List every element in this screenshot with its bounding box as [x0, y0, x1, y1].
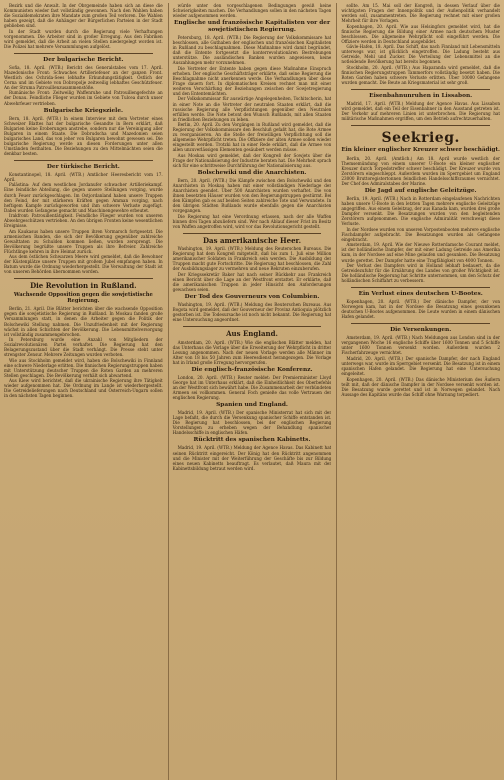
article-heading: Ein kleiner englischer Kreuzer schwer beschädigt.	[341, 147, 500, 154]
article-paragraph: Stockholm, 20. April. (WTB.) Aus Haparanda wird gemeldet, daß die finnischen Regierungstruppen Tammerfors vollständig besetzt haben. Die Roten Garden haben schwere Verluste erlitten. Über 10000 Gefangene wurden gemacht. Die Beute an Kriegsmaterial ist sehr groß.	[341, 64, 501, 85]
section-divider	[183, 326, 322, 327]
article-paragraph: Rumänische Front: Zeitweilig Waffenruhe und Patrouillengefechte an der Donau. Feindliche Flieger wurden im Gebiete von Tulcea durch unser Abwehrfeuer vertrieben.	[4, 90, 163, 106]
article-heading: Spanien und England.	[216, 402, 288, 409]
article-paragraph: Der Kriegssekretär Baker hat nach seiner Rückkehr aus Frankreich einen Bericht über die Lage an der Westfront erstattet. Er erklärte, daß die amerikanischen Truppen in jeder Hinsicht den Anforderungen gewachsen seien.	[172, 271, 332, 293]
article-paragraph: Aus dem östlichen Schwarzen Meere wird gemeldet, daß die Bewohner der Küstenplätze unsere Truppen mit großem Jubel empfangen haben. In Batum wurde die Ordnung wiederhergestellt. Die Verwaltung der Stadt ist von unseren Behörden übernommen worden.	[4, 254, 163, 275]
article-paragraph: Bezirk und die Anwalt. In der Öbrgemeinde haben sich an diese die Kommunisten wieder fast vollständig gewonnen. Nach den Wahlen haben die Sozialdemokraten ihre Mandate zum großen Teil verloren. Die Wahlen haben gezeigt, daß die Anhänger der Bürgerlichen Parteien in der Stadt geblieben sind.	[4, 3, 163, 29]
section-divider	[14, 53, 153, 54]
column-2	[168, 3, 332, 780]
article-paragraph: Amsterdam, 19. April. (WTB.) Nach Meldungen aus London sind in der vergangenen Woche 16 englische Schiffe über 1600 Tonnen und 5 Schiffe unter 1600 Tonnen versenkt worden. Außerdem wurden 2 Fischerfahrzeuge vernichtet.	[341, 335, 501, 356]
article-heading: Wachsende Opposition gegen die sowjetistische Regierung.	[13, 291, 153, 305]
article-paragraph: Aus Kiew wird berichtet, daß die ukrainische Regierung ihre Tätigkeit wieder aufgenommen hat. Die Ordnung im Lande ist wiederhergestellt. Die Getreidelieferungen nach Deutschland und Österreich-Ungarn sollen in den nächsten Tagen beginnen.	[4, 378, 163, 399]
article-heading: Rücktritt des spanischen Kabinetts.	[193, 437, 311, 444]
article-paragraph: Kopenhagen, 20. April. (WTB.) Der dänische Dampfer, der von Norwegen kam, hat in der Nordsee die Besatzung eines gesunkenen deutschen U-Bootes aufgenommen. Die Leute wurden in einem dänischen Hafen gelandet.	[341, 299, 501, 320]
article-paragraph: Madrid, 17. April. (WTB.) Meldung der Agence Havas. Aus Lissabon wird gemeldet, daß ein Teil der Eisenbahner in den Ausstand getreten ist. Der Verkehr auf mehreren Linien ist unterbrochen. Die Regierung hat militärische Maßnahmen ergriffen, um den Betrieb aufrechtzuerhalten.	[341, 100, 501, 122]
article-heading: Die Jagd auf englische Geleitzüge.	[364, 188, 477, 195]
article-paragraph: Die Regierung hat eine Verordnung erlassen, nach der alle Waffen binnen drei Tagen abzuliefern sind. Wer nach Ablauf dieser Frist im Besitz von Waffen angetroffen wird, wird vor das Revolutionsgericht gestellt.	[172, 213, 332, 229]
article-paragraph: Berlin, 20. April. Zu den Vorgängen in Rußland wird gemeldet, daß die Regierung der Volkskommissare den Beschluß gefaßt hat, die Rote Armee zu reorganisieren. An die Stelle der freiwilligen Verpflichtung soll die allgemeine Wehrpflicht treten. Die Offiziere der alten Armee sollen wieder eingestellt werden. Trotzki hat in einer Rede erklärt, daß die Armee von allen unzuverlässigen Elementen gesäubert werden müsse.	[172, 122, 332, 153]
section-divider	[351, 89, 490, 90]
article-paragraph: Irakfront: Patrouillentätigkeit. Feindliche Flieger wurden von unseren Abwehrgeschützen vertrieben. An den übrigen Fronten keine wesentlichen Ereignisse.	[4, 213, 163, 229]
article-heading: Die englisch-französische Konferenz.	[191, 367, 313, 374]
article-paragraph: Gävle-Hafen, 18. April. Das Schiff, das nach Finnland mit Lebensmitteln unterwegs war, ist glücklich eingetroffen. Die Ladung besteht aus Getreide, Mehl und Zucker. Die Verteilung der Lebensmittel an die notleidende Bevölkerung hat bereits begonnen.	[341, 44, 501, 65]
article-paragraph: Wie aus Stockholm gemeldet wird, haben die Bolschewiki in Finnland eine schwere Niederlage erlitten. Die finnischen Regierungstruppen haben mit Unterstützung deutscher Truppen die Roten Garden an mehreren Stellen geschlagen. Die Bevölkerung verhält sich abwartend.	[4, 357, 163, 378]
article-paragraph: würde unter den vorgeschlagenen Bedingungen gewiß keine Schwierigkeiten machen. Die Verhandlungen sollen in den nächsten Tagen wieder aufgenommen werden.	[172, 3, 332, 19]
article-paragraph: In Petersburg wurde eine Anzahl von Mitgliedern der Sozialrevolutionären Partei verhaftet. Die Regierung hat den Belagerungszustand über die Stadt verhängt. Die Presse steht unter strengster Zensur. Mehrere Zeitungen wurden verboten.	[4, 337, 163, 358]
article-heading: Seekrieg.	[381, 130, 460, 147]
article-paragraph: Konstantinopel, 18. April. (WTB.) Amtlicher Heeresbericht vom 17. April.	[4, 171, 163, 182]
article-heading: Ein Verlust eines deutschen U-Bootes.	[358, 291, 483, 298]
article-heading: Aus England.	[226, 329, 278, 339]
article-paragraph: Der Verlust des Dampfers wird in Holland lebhaft bedauert, da die Getreidezufuhr für die Ernährung des Landes von großer Wichtigkeit ist. Die holländische Regierung hat Schritte unternommen, um den Schutz der holländischen Schiffahrt zu verbessern.	[341, 262, 501, 284]
article-paragraph: Madrid, 19. April. (WTB.) Der spanische Ministerrat hat sich mit der Lage befaßt, die durch die Versenkung spanischer Schiffe entstanden ist. Die Regierung hat beschlossen, bei der englischen Regierung Vorstellungen zu erheben wegen der Behandlung spanischer Handelsschiffe in englischen Häfen.	[172, 410, 332, 436]
section-divider	[351, 323, 490, 324]
article-paragraph: Am Kaukasus haben unsere Truppen ihren Vormarsch fortgesetzt. Die armenischen Banden, die sich der Bevölkerung gegenüber zahlreiche Gewalttaten zu Schulden kommen ließen, wurden zersprengt. Die Bevölkerung begrüßte unsere Truppen als ihre Befreier. Zahlreiche Flüchtlinge kehren in ihre Heimat zurück.	[4, 228, 163, 254]
article-heading: Englische und französische Kapitalisten vor der sowjetistischen Regierung.	[174, 20, 331, 34]
article-paragraph: London, 20. April. (WTB.) Reuter meldet: Der Premierminister Lloyd George hat im Unterhaus erklärt, daß die Einheitlichkeit des Oberbefehls an der Westfront sich bewährt habe. Die Zusammenarbeit der verbündeten Armeen sei vollkommen. General Foch genieße das volle Vertrauen der englischen Regierung.	[172, 375, 332, 401]
article-paragraph: Madrid, 20. April. (WTB.) Der spanische Dampfer, der nach England unterwegs war, wurde im Sperrgebiet versenkt. Die Besatzung ist in einem spanischen Hafen gelandet. Die Regierung hat eine Untersuchung eingeleitet.	[341, 355, 501, 377]
section-divider	[351, 287, 490, 288]
article-paragraph: Bern, 18. April. (WTB.) In einem Interview mit dem Vertreter eines Schweizer Blattes hat der bulgarische Gesandte in Bern erklärt, daß Bulgarien keine Eroberungen anstrebe, sondern nur die Vereinigung aller Bulgaren in einem Staate. Die Dobrudscha und Mazedonien seien bulgarisches Land, das von jeher von Bulgaren bewohnt gewesen sei. Die bulgarische Regierung werde an diesen Forderungen unter allen Umständen festhalten. Die Beziehungen zu den Mittelmächten seien die denkbar besten.	[4, 115, 163, 156]
article-heading: Eisenbahnunruhen in Lissabon.	[369, 92, 473, 99]
section-divider	[14, 160, 153, 161]
article-heading: Bolschewiki und die Anarchisten.	[197, 169, 307, 176]
article-paragraph: Bern, 20. April. (WTB.) Die Kämpfe zwischen den Bolschewiki und den Anarchisten in Moskau haben mit einer vollständigen Niederlage der Anarchisten geendet. Über 500 Anarchisten wurden verhaftet. Die von ihnen besetzten Häuser wurden von den Regierungstruppen gestürmt. Bei den Kämpfen gab es auf beiden Seiten zahlreiche Tote und Verwundete. In den übrigen Städten Rußlands wurde ebenfalls gegen die Anarchisten vorgegangen.	[172, 177, 332, 214]
article-heading: Bulgarische Kriegsziele.	[43, 107, 124, 114]
article-paragraph: In der Stadt wurden durch die Regierung viele Verhaftungen vorgenommen. Die Arbeiter sind in großer Erregung. Aus den Fabriken wird gemeldet, daß die Arbeit an vielen Stellen niedergelegt worden ist. Die Polizei hat mehrere Versammlungen aufgelöst.	[4, 28, 163, 49]
article-heading: Das amerikanische Heer.	[202, 235, 302, 245]
section-divider	[351, 125, 490, 126]
article-paragraph: Madrid, 19. April. (WTB.) Meldung der Agence Havas. Das Kabinett hat seinen Rücktritt eingereicht. Der König hat den Rücktritt angenommen und die Minister mit der Weiterführung der Geschäfte bis zur Bildung eines neuen Kabinetts beauftragt. Es verlautet, daß Maura mit der Kabinettsbildung betraut werden wird.	[172, 445, 332, 471]
article-heading: Die Revolution in Rußland.	[30, 281, 137, 291]
article-paragraph: Der Volkskommissar für auswärtige Angelegenheiten, Tschitscherin, hat in einer Note an die Vertreter der neutralen Staaten erklärt, daß die russische Regierung alle Verpflichtungen gegenüber den Neutralen erfüllen werde. Die Note betont den Wunsch Rußlands, mit allen Staaten in friedlichen Beziehungen zu leben.	[172, 96, 332, 122]
article-paragraph: Berlin, 20. April. (Amtlich.) Am 18. April wurde westlich der Themsemündung von einem unserer U-Boote ein kleiner englischer Kreuzer durch Torpedotreffer schwer beschädigt. Der Kreuzer wurde von Zerstörern eingeschleppt. Außerdem wurden im Sperrgebiet um England 23000 Bruttoregistertonnen feindlichen Handelsschiffsraumes vernichtet. Der Chef des Admiralstabes der Marine.	[341, 155, 501, 187]
article-paragraph: sollte. Am 15. Mai soll der Kongreß, in dessen Verlauf über die wichtigsten Fragen der Innenpolitik und der Außenpolitik verhandelt werden soll, zusammentreten. Die Regierung rechnet mit einer großen Mehrheit für ihre Vorlagen.	[341, 3, 501, 24]
article-heading: Der bulgarische Bericht.	[43, 56, 124, 63]
article-paragraph: Palästina: Auf dem westlichen Jordanufer schwacher Artilleriekampf. Eine feindliche Abteilung, die gegen unsere Stellungen vorging, wurde durch Feuer zurückgeschlagen. Im Ostjordanland haben unsere Truppen den Feind, der mit stärkeren Kräften gegen Amman vorging, nach heftigem Kampfe zurückgeworfen und ihm schwere Verluste zugefügt. Dabei wurden Gefangene gemacht und Maschinengewehre erbeutet.	[4, 182, 163, 213]
column-1	[4, 3, 163, 780]
article-paragraph: In der Nordsee wurden von unseren Vorpostenbooten mehrere englische Fischdampfer aufgebracht. Die Besatzungen wurden als Gefangene eingebracht.	[341, 226, 501, 242]
section-divider	[183, 233, 322, 234]
section-divider	[14, 278, 153, 279]
article-paragraph: Petersburg, 18. April. (WTB.) Die Regierung der Volkskommissare hat beschlossen, alle Guthaben der englischen und französischen Kapitalisten in Rußland zu beschlagnahmen. Diese Maßnahme wird damit begründet, daß die Entente fortgesetzt die konterrevolutionären Bestrebungen unterstütze. Die ausländischen Banken wurden angewiesen, keine Auszahlungen mehr vorzunehmen.	[172, 35, 332, 66]
article-heading: Die Versenkungen.	[390, 327, 452, 334]
column-3	[336, 3, 500, 780]
article-heading: Der Tod des Gouverneurs von Columbien.	[184, 294, 320, 301]
article-paragraph: Kopenhagen, 20. April. Wie aus Helsingfors gemeldet wird, hat die finnische Regierung die Bildung einer Armee nach deutschem Muster beschlossen. Die allgemeine Wehrpflicht soll eingeführt werden. Die Offiziere werden in Deutschland ausgebildet.	[341, 23, 501, 44]
article-paragraph: Amsterdam, 19. April. Wie der Nieuwe Rotterdamsche Courant meldet, ist der holländische Dampfer, der mit einer Ladung Getreide aus Amerika kam, in der Nordsee auf eine Mine gelaufen und gesunken. Die Besatzung wurde gerettet. Der Dampfer hatte eine Tragfähigkeit von 4000 Tonnen.	[341, 242, 501, 263]
article-paragraph: Washington, 19. April. (WTB.) Meldung des Reuterschen Bureaus. Aus Bogota wird gemeldet, daß der Gouverneur der Provinz Antioquia plötzlich gestorben ist. Die Todesursache ist noch nicht bekannt. Die Regierung hat eine Untersuchung angeordnet.	[172, 302, 332, 323]
article-paragraph: Sofia, 18. April. (WTB.) Bericht des Generalstabes vom 17. April. Mazedonische Front: Schwaches Artilleriefeuer an der ganzen Front. Westlich des Ochrida-Sees lebhafte Erkundungstätigkeit. Östlich der Cerna und im Gebiete von Dobropolje zeitweilig lebhaftes Geschützfeuer. An der Struma Patrouillenzusammenstöße.	[4, 64, 163, 90]
article-paragraph: Aus Moskau wird gemeldet, daß der Kongreß der Sowjets über die Frage der Nationalisierung der Industrie beraten hat. Die Mehrheit sprach sich für eine schrittweise Durchführung der Nationalisierung aus.	[172, 152, 332, 168]
article-paragraph: Amsterdam, 20. April. (WTB.) Wie die englischen Blätter melden, hat das Unterhaus die Vorlage über die Erweiterung der Wehrpflicht in dritter Lesung angenommen. Nach der neuen Vorlage werden alle Männer im Alter von 18 bis 50 Jahren zum Heeresdienst herangezogen. Die Vorlage hat in Irland große Erregung hervorgerufen.	[172, 339, 332, 365]
article-paragraph: Die Vertreter der Entente haben gegen diese Maßnahme Einspruch erhoben. Der englische Geschäftsträger erklärte, daß seine Regierung die Beschlagnahme nicht anerkennen werde. Die Verhandlungen über diese Frage dauern fort. In diplomatischen Kreisen rechnet man mit einer weiteren Verschärfung der Beziehungen zwischen der Sowjetregierung und den Ententemächten.	[172, 65, 332, 97]
article-heading: Der türkische Bericht.	[46, 163, 120, 170]
article-paragraph: Berlin, 21. April. Die Blätter berichten über die wachsende Opposition gegen die sowjetistische Regierung in Rußland. In Moskau fanden große Versammlungen statt, in denen die Arbeiter gegen die Politik der Bolschewiki Stellung nahmen. Die Unzufriedenheit mit der Regierung wächst in allen Schichten der Bevölkerung. Die Lebensmittelversorgung ist vollständig zusammengebrochen.	[4, 306, 163, 337]
article-paragraph: Kopenhagen, 20. April. (WTB.) Das dänische Ministerium des Äußern teilt mit, daß der dänische Dampfer in der Nordsee versenkt worden ist. Die Besatzung wurde gerettet und ist in Norwegen gelandet. Nach Aussage des Kapitäns wurde das Schiff ohne Warnung torpediert.	[341, 376, 501, 397]
article-paragraph: Berlin, 19. April. (WTB.) Nach in Rotterdam eingelaufenen Nachrichten haben unsere U-Boote in den letzten Tagen mehrere englische Geleitzüge angegriffen. Aus einem Geleitzug, der aus Kanada kam, wurden drei große Dampfer versenkt. Die Besatzungen wurden von den begleitenden Zerstörern aufgenommen. Die englische Admiralität verschweigt diese Verluste.	[341, 196, 501, 227]
article-paragraph: Washington, 19. April. (WTB.) Meldung des Reuterschen Bureaus. Die Regierung hat dem Kongreß mitgeteilt, daß bis zum 1. Juli eine Million amerikanischer Soldaten in Frankreich sein werden. Die Ausbildung der Truppen macht gute Fortschritte. Die Regierung hat beschlossen, die Zahl der Ausbildungslager zu vermehren und neue Rekruten einzuberufen.	[172, 246, 332, 272]
